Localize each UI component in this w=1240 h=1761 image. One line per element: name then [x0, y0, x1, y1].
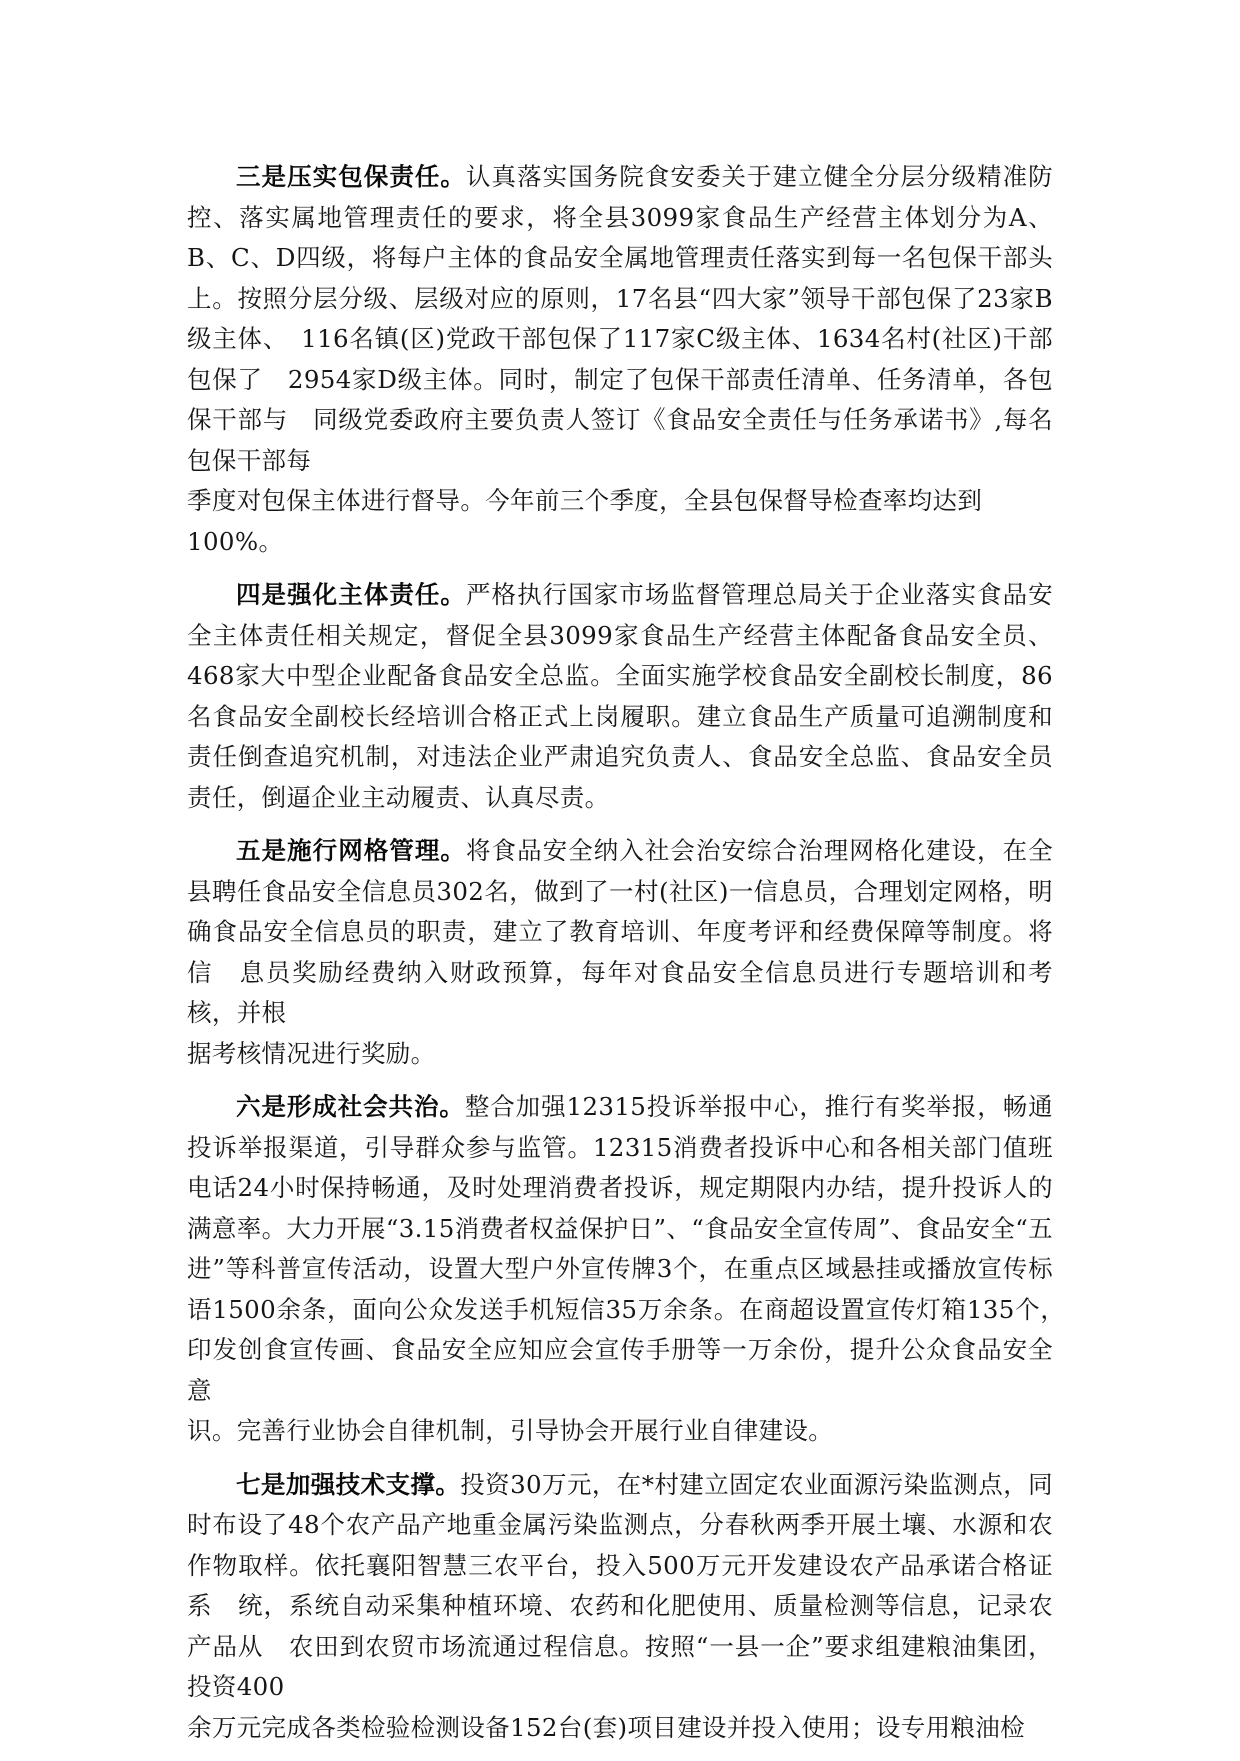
paragraph-body: 投资30万元，在*村建立固定农业面源污染监测点，同 时布设了48个农产品产地重金属污染监测点，分春秋两季开展土壤、水源和农 作物取样。依托襄阳智慧三农平台，投入500万元开发建设农产品承诺合格证系 统，系统自动采集种植环境、农药和化肥使用、质量检测等信息，记录农产品从 农田到农贸市场流通过程信息。按照“一县一企”要求组建粮油集团，投资400 [187, 1469, 1078, 1701]
paragraph-lead: 四是强化主体责任。 [236, 580, 466, 609]
paragraph-body: 整合加强12315投诉举报中心，推行有奖举报，畅通投诉举报渠道，引导群众参与监管。12315消费者投诉中心和各相关部门值班电话24小时保持畅通，及时处理消费者投诉，规定期限内办结，提升投诉人的满意率。大力开展“3.15消费者权益保护日”、“食品安全宣传周”、食品安全“五进”等科普宣传活动，设置大型户外宣传牌3个，在重点区域悬挂或播放宣传标 语1500余条，面向公众发送手机短信35万余条。在商超设置宣传灯箱135个， 印发创食宣传画、食品安全应知应会宣传手册等一万余份，提升公众食品安全意 [187, 1092, 1078, 1405]
paragraph-7 [187, 1465, 1078, 1708]
document-body [187, 157, 1078, 1761]
paragraph-6 [187, 1087, 1078, 1411]
paragraph-body: 严格执行国家市场监督管理总局关于企业落实食品安全主体责任相关规定，督促全县3099家食品生产经营主体配备食品安全员、468家大中型企业配备食品安全总监。全面实施学校食品安全副校长制度，86名食品安全副校长经培训合格正式上岗履职。建立食品生产质量可追溯制度和责任倒查追究机制，对违法企业严肃追究负责人、食品安全总监、食品安全员责任，倒逼企业主动履责、认真尽责。 [187, 580, 1053, 812]
paragraph-lead: 五是施行网格管理。 [236, 836, 466, 865]
paragraph-tail: 据考核情况进行奖励。 [187, 1038, 436, 1068]
paragraph-5 [187, 831, 1078, 1034]
paragraph-group-6 [187, 1087, 1078, 1452]
paragraph-tail: 识。完善行业协会自律机制，引导协会开展行业自律建设。 [187, 1416, 834, 1445]
paragraph-group-4 [187, 575, 1053, 818]
paragraph-lead: 六是形成社会共治。 [236, 1092, 465, 1121]
paragraph-4 [187, 575, 1053, 818]
paragraph-group-3 [187, 157, 1053, 562]
paragraph-group-5 [187, 831, 1078, 1074]
paragraph-lead: 三是压实包保责任。 [236, 162, 466, 191]
paragraph-group-7 [187, 1465, 1078, 1749]
paragraph-body: 认真落实国务院食安委关于建立健全分层分级精准防控、落实属地管理责任的要求，将全县3099家食品生产经营主体划分为A、B、C、D四级，将每户主体的食品安全属地管理责任落实到每一名包保干部头上。按照分层分级、层级对应的原则，17名县“四大家”领导干部包保了23家B级主体、 116名镇(区)党政干部包保了117家C级主体、1634名村(社区)干部包保了 2954家D级主体。同时，制定了包保干部责任清单、任务清单，各包保干部与 同级党委政府主要负责人签订《食品安全责任与任务承诺书》,每名包保干部每 [187, 162, 1053, 475]
paragraph-tail: 余万元完成各类检验检测设备152台(套)项目建设并投入使用；设专用粮油检 [187, 1712, 1025, 1742]
paragraph-tail: 季度对包保主体进行督导。今年前三个季度，全县包保督导检查率均达到100%。 [187, 486, 983, 556]
paragraph-body: 将食品安全纳入社会治安综合治理网格化建设，在全县聘任食品安全信息员302名，做到了一村(社区)一信息员，合理划定网格，明 确食品安全信息员的职责，建立了教育培训、年度考评和经费保障等制度。将信 息员奖励经费纳入财政预算，每年对食品安全信息员进行专题培训和考核，并根 [187, 836, 1078, 1027]
paragraph-lead: 七是加强技术支撑。 [236, 1469, 461, 1499]
paragraph-3 [187, 157, 1053, 481]
